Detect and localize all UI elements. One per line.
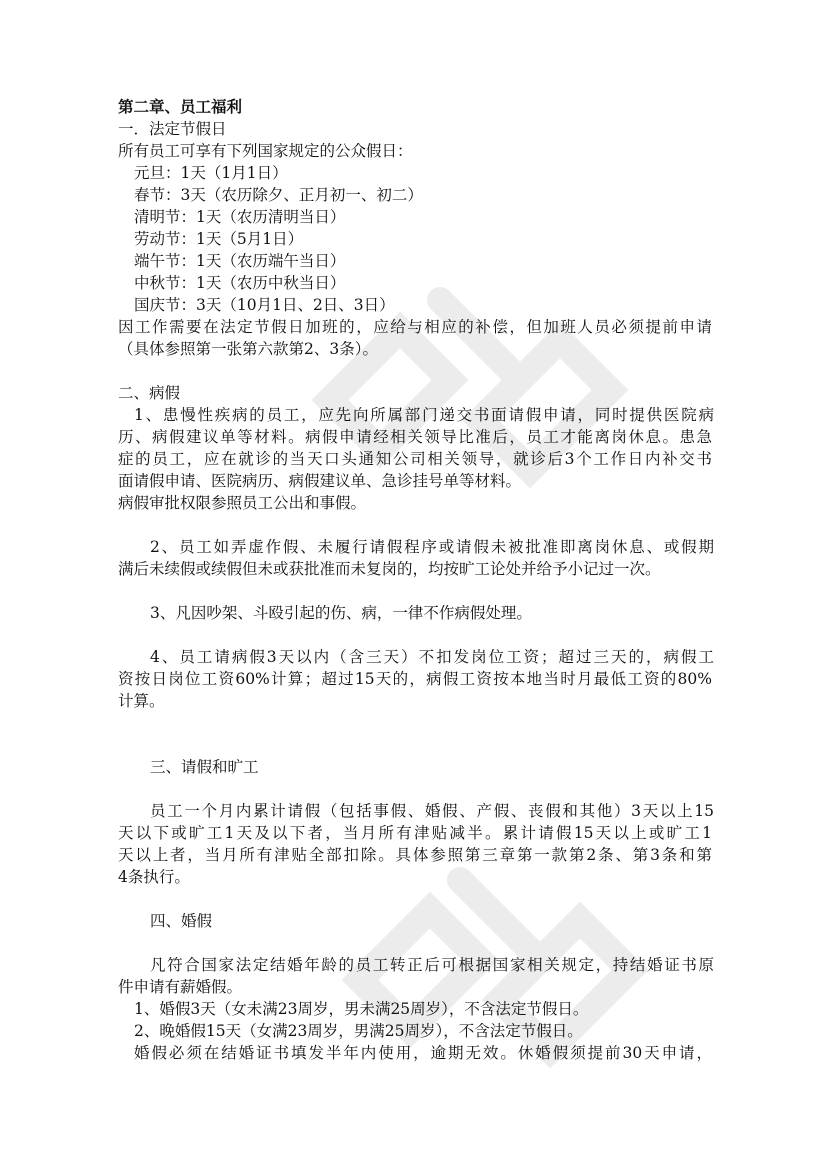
absence-paragraph-line: 员工一个月内累计请假（包括事假、婚假、产假、丧假和其他）3天以上15: [150, 802, 714, 820]
absence-paragraph-line: 4条执行。: [118, 868, 190, 886]
holiday-item: 国庆节：3天（10月1日、2日、3日）: [134, 296, 395, 314]
sick-leave-paragraph-line: 症的员工，应在就诊的当天口头通知公司相关领导，就诊后3个工作日内补交书: [118, 450, 712, 468]
sick-leave-paragraph-line: 1、患慢性疾病的员工，应先向所属部门递交书面请假申请，同时提供医院病: [134, 406, 714, 424]
marriage-paragraph-line: 婚假必须在结婚证书填发半年内使用，逾期无效。休婚假须提前30天申请，: [134, 1044, 712, 1062]
sick-leave-paragraph-line: 面请假申请、医院病历、病假建议单、急诊挂号单等材料。: [118, 472, 522, 490]
sick-leave-paragraph-line: 2、员工如弄虚作假、未履行请假程序或请假未被批准即离岗休息、或假期: [150, 538, 714, 556]
holidays-heading: 一．法定节假日: [118, 120, 227, 138]
marriage-paragraph-line: 2、晚婚假15天（女满23周岁，男满25周岁），不含法定节假日。: [134, 1022, 583, 1040]
holiday-item: 元旦：1天（1月1日）: [134, 164, 288, 182]
absence-heading: 三、请假和旷工: [150, 758, 259, 776]
sick-leave-paragraph-line: 满后未续假或续假但未或获批准而未复岗的，均按旷工论处并给予小记过一次。: [118, 560, 661, 578]
absence-paragraph-line: 天以下或旷工1天及以下者，当月所有津贴减半。累计请假15天以上或旷工1: [118, 824, 712, 842]
marriage-paragraph-line: 1、婚假3天（女未满23周岁，男未满25周岁），不含法定节假日。: [134, 1000, 589, 1018]
sick-leave-paragraph-line: 4、员工请病假3天以内（含三天）不扣发岗位工资；超过三天的，病假工: [150, 648, 714, 666]
chapter-title: 第二章、员工福利: [118, 97, 243, 116]
holiday-item: 清明节：1天（农历清明当日）: [134, 208, 346, 226]
holiday-item: 端午节：1天（农历端午当日）: [134, 252, 346, 270]
sick-leave-paragraph-line: 资按日岗位工资60%计算；超过15天的，病假工资按本地当时月最低工资的80%: [118, 670, 712, 688]
sick-leave-paragraph-line: 历、病假建议单等材料。病假申请经相关领导比准后，员工才能离岗休息。患急: [118, 428, 712, 446]
marriage-paragraph-line: 件申请有薪婚假。: [118, 978, 243, 996]
holidays-intro: 所有员工可享有下列国家规定的公众假日：: [118, 142, 413, 160]
holiday-item: 劳动节：1天（5月1日）: [134, 230, 304, 248]
holiday-item: 春节：3天（农历除夕、正月初一、初二）: [134, 186, 423, 204]
sick-leave-heading: 二、病假: [118, 384, 181, 402]
marriage-heading: 四、婚假: [150, 912, 213, 930]
sick-leave-paragraph-line: 病假审批权限参照员工公出和事假。: [118, 494, 367, 512]
holidays-note-line: 因工作需要在法定节假日加班的，应给与相应的补偿，但加班人员必须提前申请: [118, 318, 712, 336]
absence-paragraph-line: 天以上者，当月所有津贴全部扣除。具体参照第三章第一款第2条、第3条和第: [118, 846, 712, 864]
marriage-paragraph-line: 凡符合国家法定结婚年龄的员工转正后可根据国家相关规定，持结婚证书原: [150, 956, 714, 974]
sick-leave-paragraph-line: 3、凡因吵架、斗殴引起的伤、病，一律不作病假处理。: [150, 604, 532, 622]
holiday-item: 中秋节：1天（农历中秋当日）: [134, 274, 346, 292]
sick-leave-paragraph-line: 计算。: [118, 692, 165, 710]
holidays-note-line: （具体参照第一张第六款第2、3条）。: [118, 340, 378, 358]
